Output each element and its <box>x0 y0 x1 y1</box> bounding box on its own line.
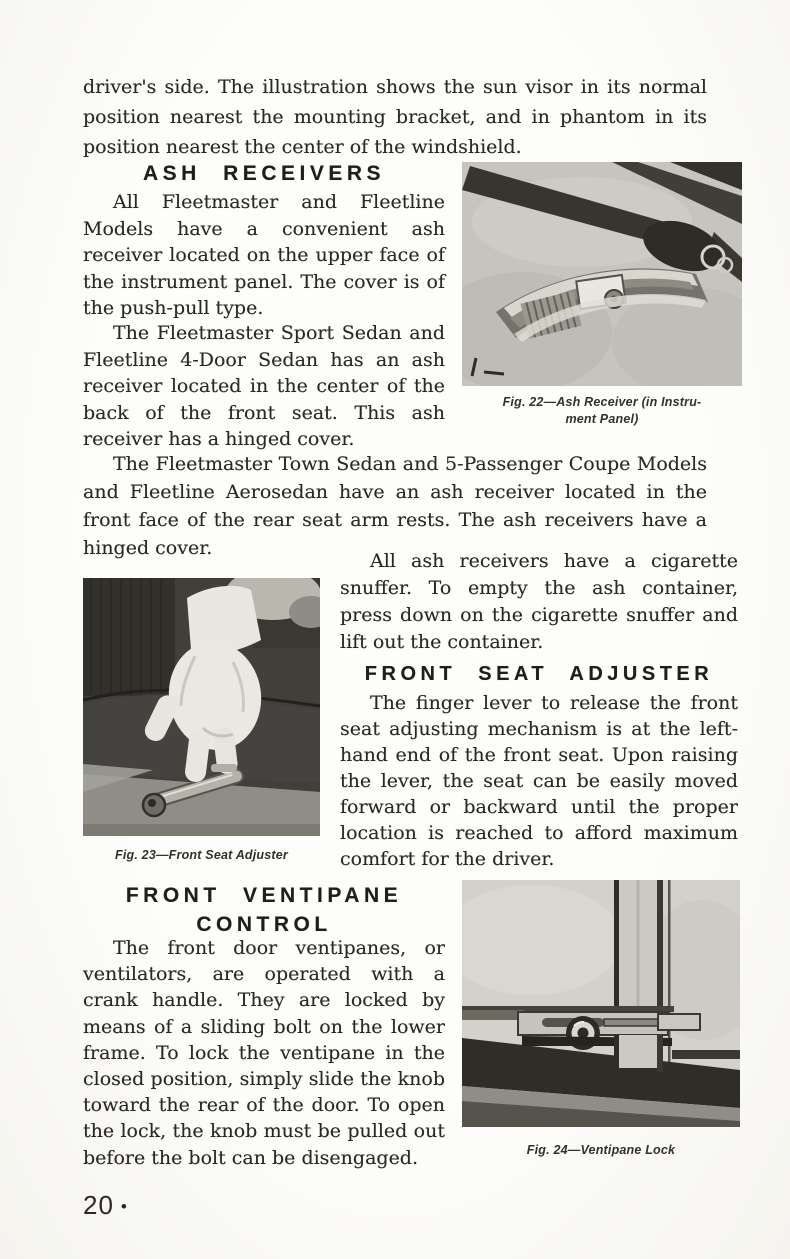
ash-receivers-para-1: All Fleetmaster and Fleetline Models have a convenient ash receiver located on the upper face of the instrument panel. The cover is of the push-pull type. <box>83 191 445 319</box>
figure-22-caption <box>462 394 742 428</box>
front-seat-adjuster-para-1: The finger lever to release the front seat adjusting mechanism is at the left-hand end of the front seat. Upon raising the lever, the seat can be easily moved forward or backward until the proper location is reached to afford maximum comfort for the driver. <box>340 692 738 870</box>
front-ventipane-heading-line1: FRONT VENTIPANE <box>125 884 403 907</box>
front-seat-adjuster-photo <box>83 578 320 836</box>
intro-paragraph: driver's side. The illustration shows the sun visor in its normal position nearest the mounting bracket, and in phantom in its position nearest the center of the windshield. <box>83 76 707 158</box>
ventipane-lock-photo <box>462 880 740 1127</box>
ash-receivers-para-2: The Fleetmaster Sport Sedan and Fleetline 4-Door Sedan has an ash receiver located in the center of the back of the front seat. This ash receiver has a hinged cover. <box>83 322 445 450</box>
ash-receivers-heading: ASH RECEIVERS <box>142 162 386 185</box>
front-ventipane-control-heading <box>83 881 445 939</box>
ash-receivers-para-3: The Fleetmaster Town Sedan and 5-Passenger Coupe Models and Fleetline Aerosedan have an ash receiver located in the front face of the rear seat arm rests. The ash receivers have a hinged cover. <box>83 453 707 559</box>
figure-22 <box>462 162 742 428</box>
front-ventipane-heading-line2: CONTROL <box>196 913 332 936</box>
front-ventipane-para-1: The front door ventipanes, or ventilators, are operated with a crank handle. They are locked by means of a sliding bolt on the lower frame. To lock the ventipane in the closed position, simply slide the knob toward the rear of the door. To open the lock, the knob must be pulled out before the bolt can be disengaged. <box>83 937 445 1169</box>
front-seat-adjuster-heading: FRONT SEAT ADJUSTER <box>364 663 714 685</box>
figure-24 <box>462 880 740 1159</box>
ash-receiver-photo <box>462 162 742 386</box>
figure-22-caption-line1: Fig. 22—Ash Receiver (in Instru- <box>502 395 702 409</box>
figure-23-caption: Fig. 23—Front Seat Adjuster <box>114 848 288 862</box>
page-number-bullet: • <box>120 1197 128 1216</box>
page-number <box>83 1190 128 1221</box>
figure-23 <box>83 578 320 864</box>
figure-22-caption-line2: ment Panel) <box>565 412 639 426</box>
page-number-value: 20 <box>83 1190 114 1220</box>
figure-24-caption: Fig. 24—Ventipane Lock <box>526 1143 676 1157</box>
ash-receivers-para-4: All ash receivers have a cigarette snuffer. To empty the ash container, press down on the cigarette snuffer and lift out the container. <box>340 550 738 653</box>
